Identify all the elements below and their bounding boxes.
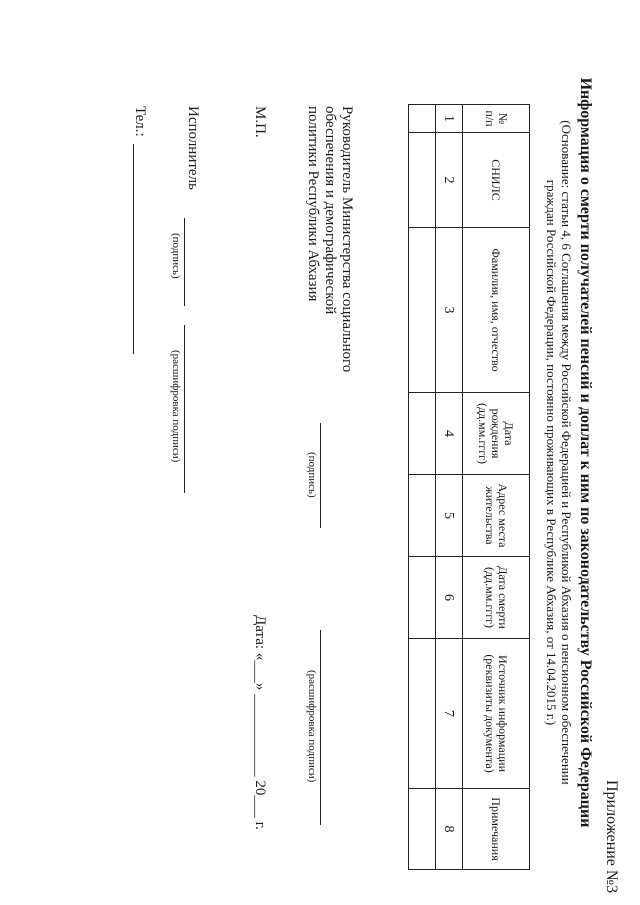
- document-title: Информация о смерти получателей пенсий и доплат к ним по законодательству Российской Федерации: [577, 77, 594, 828]
- table-header-row: [463, 105, 530, 870]
- empty-cell: [409, 228, 436, 393]
- empty-cell: [409, 639, 436, 789]
- table-numbering-row: [436, 105, 463, 870]
- basis-line-2: граждан Российской Федерации, постоянно проживающих в Республике Абхазия, от 14.04.2015 г.): [544, 179, 559, 726]
- head-position-line-2: обеспечения и демографической: [322, 106, 338, 315]
- head-position: [304, 106, 355, 372]
- col-number-7: 7: [436, 639, 463, 789]
- empty-cell: [409, 133, 436, 228]
- empty-cell: [409, 393, 436, 475]
- head-signature-caption: (подпись): [306, 452, 318, 498]
- col-header-number: № п/п: [463, 105, 530, 133]
- executor-decoding-caption: (расшифровка подписи): [170, 350, 182, 463]
- phone-line[interactable]: [133, 144, 134, 354]
- col-number-6: 6: [436, 557, 463, 639]
- col-number-8: 8: [436, 789, 463, 870]
- head-signature-line[interactable]: [320, 423, 321, 528]
- empty-cell: [409, 789, 436, 870]
- head-decoding-caption: (расшифровка подписи): [306, 670, 318, 783]
- basis-note: [544, 0, 574, 905]
- head-position-line-1: Руководитель Министерства социального: [339, 106, 355, 373]
- table-empty-row: [409, 105, 436, 870]
- col-number-4: 4: [436, 393, 463, 475]
- executor-signature-line[interactable]: [184, 218, 185, 306]
- stamp-label: М.П.: [252, 106, 268, 138]
- col-header-address: Адрес места жительства: [463, 475, 530, 557]
- col-number-3: 3: [436, 228, 463, 393]
- col-header-notes: Примечания: [463, 789, 530, 870]
- col-header-death-date: Дата смерти (дд.мм.гггг): [463, 557, 530, 639]
- col-number-1: 1: [436, 105, 463, 133]
- death-info-table: [408, 104, 530, 870]
- empty-cell: [409, 105, 436, 133]
- basis-line-1: (Основание: статьи 4, 6 Соглашения между Российской Федерацией и Республикой Абхазия о пенсионном обеспечении: [559, 120, 574, 785]
- col-number-2: 2: [436, 133, 463, 228]
- col-header-birth-date: Дата рождения (дд.мм.гггг): [463, 393, 530, 475]
- col-header-snils: СНИЛС: [463, 133, 530, 228]
- col-number-5: 5: [436, 475, 463, 557]
- executor-signature-caption: (подпись): [170, 233, 182, 279]
- col-header-full-name: Фамилия, имя, отчество: [463, 228, 530, 393]
- phone-label: Тел.:: [132, 106, 148, 137]
- head-decoding-line[interactable]: [320, 630, 321, 825]
- date-field[interactable]: Дата: «___» ___________ 20___ г.: [252, 615, 268, 830]
- executor-label: Исполнитель: [185, 106, 201, 190]
- executor-decoding-line[interactable]: [184, 325, 185, 493]
- empty-cell: [409, 475, 436, 557]
- appendix-label: Приложение №3: [603, 780, 620, 894]
- head-position-line-3: политики Республики Абхазия: [305, 106, 321, 302]
- col-header-source: Источник информации (реквизиты документа): [463, 639, 530, 789]
- empty-cell: [409, 557, 436, 639]
